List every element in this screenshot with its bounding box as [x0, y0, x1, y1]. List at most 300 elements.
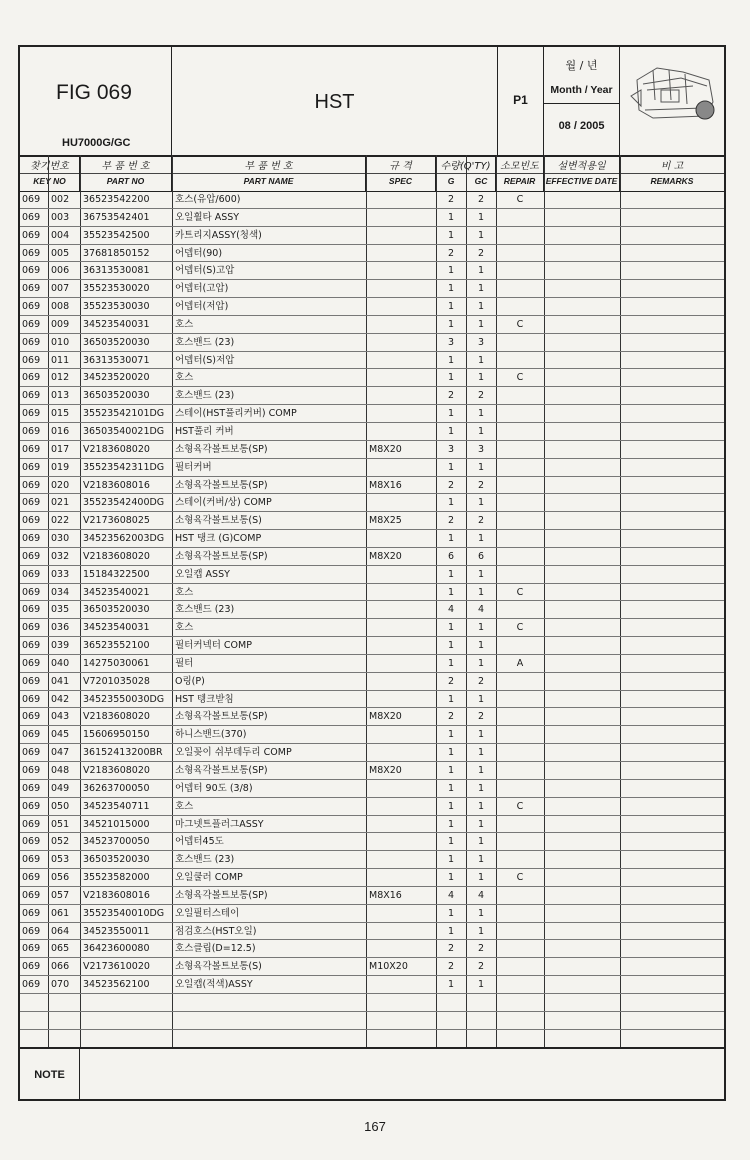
cell-name: 호스: [175, 586, 194, 598]
cell-key: 056: [51, 872, 70, 884]
table-row: [20, 869, 724, 887]
section-title: HST: [314, 91, 355, 113]
cell-gc: 2: [477, 479, 485, 491]
cell-name: 소형육각볼트보통(SP): [175, 765, 268, 776]
cell-repair: A: [516, 657, 524, 669]
cell-key: 009: [51, 318, 70, 330]
cell-fig: 069: [22, 354, 41, 366]
cell-fig: 069: [22, 372, 41, 384]
cell-part: 36503520030: [83, 390, 150, 402]
cell-name: 점검호스(HST오일): [175, 925, 257, 937]
cell-key: 035: [51, 604, 70, 616]
cell-name: 오일꽂이 쉬부데두리 COMP: [175, 747, 292, 759]
table-row: [20, 459, 724, 477]
cell-name: 마그넷트플러그ASSY: [175, 818, 264, 830]
cell-part: 34521015000: [83, 818, 150, 830]
cell-spec: [369, 584, 435, 601]
cell-g: 2: [447, 194, 455, 205]
cell-spec: M10X20: [369, 961, 408, 973]
cell-name: 호스: [175, 622, 194, 634]
cell-gc: 2: [477, 675, 485, 687]
cell-spec: [369, 209, 435, 226]
cell-fig: 069: [22, 479, 41, 491]
cell-part: 34523562003DG: [83, 533, 165, 545]
table-row: [20, 923, 724, 941]
cell-name: 호스밴드 (23): [175, 854, 235, 866]
parts-table-body: [20, 191, 724, 1048]
cell-name: 필터: [175, 657, 194, 669]
cell-gc: 1: [477, 211, 485, 223]
cell-key: 004: [51, 229, 70, 241]
column-header: [20, 155, 724, 192]
cell-fig: 069: [22, 550, 41, 562]
table-row: [20, 762, 724, 780]
month-year-cell: [544, 47, 620, 155]
table-row: [20, 262, 724, 280]
cell-g: 4: [447, 604, 455, 616]
cell-fig: 069: [22, 872, 41, 884]
cell-spec: [369, 280, 435, 297]
cell-repair: [496, 298, 544, 315]
cell-part: 34523540711: [83, 800, 150, 812]
cell-spec: [369, 976, 435, 993]
cell-key: 047: [51, 747, 70, 759]
month-year-en: Month / Year: [550, 84, 613, 96]
cell-repair: [496, 387, 544, 404]
cell-repair: [496, 352, 544, 369]
cell-gc: 1: [477, 622, 485, 634]
table-row: [20, 976, 724, 994]
cell-key: 006: [51, 265, 70, 277]
cell-repair: [496, 923, 544, 940]
cell-fig: 069: [22, 318, 41, 330]
cell-fig: 069: [22, 747, 41, 759]
cell-repair: C: [516, 372, 524, 384]
cell-key: 045: [51, 729, 70, 741]
cell-part: 36313530081: [83, 265, 150, 277]
cell-g: 1: [447, 354, 455, 366]
col-qty-ko: 수량(Q'TY): [440, 161, 491, 172]
cell-g: 1: [447, 461, 455, 473]
cell-gc: 2: [477, 194, 485, 205]
cell-part: 36152413200BR: [83, 747, 163, 759]
cell-g: 2: [447, 390, 455, 402]
cell-g: 1: [447, 872, 455, 884]
cell-g: 1: [447, 907, 455, 919]
table-row: [20, 369, 724, 387]
cell-gc: 1: [477, 818, 485, 830]
cell-gc: 1: [477, 782, 485, 794]
cell-g: 1: [447, 622, 455, 634]
cell-g: 6: [447, 550, 455, 562]
cell-fig: 069: [22, 657, 41, 669]
cell-g: 2: [447, 515, 455, 527]
cell-spec: [369, 262, 435, 279]
cell-part: 36503520030: [83, 604, 150, 616]
cell-gc: 1: [477, 836, 485, 848]
table-row: [20, 298, 724, 316]
cell-key: 005: [51, 247, 70, 259]
cell-g: 1: [447, 925, 455, 937]
table-row: [20, 566, 724, 584]
table-row: [20, 280, 724, 298]
cell-g: 2: [447, 943, 455, 955]
cell-g: 2: [447, 961, 455, 973]
cell-g: 1: [447, 372, 455, 384]
cell-fig: 069: [22, 979, 41, 991]
cell-key: 008: [51, 301, 70, 313]
cell-key: 033: [51, 568, 70, 580]
cell-key: 013: [51, 390, 70, 402]
col-rem-en: REMARKS: [650, 176, 694, 186]
table-row: [20, 655, 724, 673]
table-row: [20, 245, 724, 263]
machine-illustration-cell: [620, 47, 724, 155]
cell-part: 34523540021: [83, 586, 150, 598]
cell-g: 1: [447, 586, 455, 598]
col-spec-en: SPEC: [388, 176, 413, 186]
table-row: [20, 441, 724, 459]
table-row: [20, 1012, 724, 1030]
cell-part: 34523540031: [83, 318, 150, 330]
col-part-en: PART NO: [106, 176, 145, 186]
cell-g: 1: [447, 836, 455, 848]
cell-g: 2: [447, 247, 455, 259]
cell-fig: 069: [22, 533, 41, 545]
col-part-ko: 부 품 번 호: [101, 161, 150, 172]
cell-key: 022: [51, 515, 70, 527]
cell-fig: 069: [22, 604, 41, 616]
cell-fig: 069: [22, 336, 41, 348]
cell-key: 065: [51, 943, 70, 955]
cell-repair: [496, 334, 544, 351]
cell-name: 소형육각볼트보통(SP): [175, 889, 268, 901]
cell-key: 049: [51, 782, 70, 794]
cell-key: 010: [51, 336, 70, 348]
cell-repair: [496, 262, 544, 279]
table-row: [20, 691, 724, 709]
cell-gc: 1: [477, 533, 485, 545]
page-cell: [498, 47, 544, 155]
cell-g: 1: [447, 657, 455, 669]
col-eff-en: EFFECTIVE DATE: [545, 176, 618, 186]
cell-part: V2183608016: [83, 889, 150, 901]
cell-g: 2: [447, 711, 455, 723]
cell-part: 37681850152: [83, 247, 150, 259]
cell-part: 35523582000: [83, 872, 150, 884]
cell-name: 호스밴드 (23): [175, 336, 235, 348]
cell-spec: [369, 726, 435, 743]
cell-gc: 1: [477, 408, 485, 420]
cell-part: 35523542500: [83, 229, 150, 241]
table-row: [20, 887, 724, 905]
cell-part: 36523542200: [83, 194, 150, 205]
cell-name: 어뎁터(S)고압: [175, 265, 235, 277]
cell-part: 35523542101DG: [83, 408, 165, 420]
cell-spec: [369, 369, 435, 386]
cell-name: 소형육각볼트보통(S): [175, 515, 262, 527]
cell-gc: 1: [477, 693, 485, 705]
table-row: [20, 940, 724, 958]
cell-repair: [496, 209, 544, 226]
cell-repair: [496, 905, 544, 922]
cell-key: 053: [51, 854, 70, 866]
cell-gc: 1: [477, 497, 485, 509]
col-key-ko: 찾기번호: [30, 161, 69, 172]
table-row: [20, 851, 724, 869]
cell-name: 소형육각볼트보통(S): [175, 961, 262, 973]
cell-gc: 1: [477, 640, 485, 652]
cell-g: 1: [447, 782, 455, 794]
cell-spec: [369, 833, 435, 850]
cell-g: 3: [447, 443, 455, 455]
cell-repair: [496, 227, 544, 244]
cell-key: 032: [51, 550, 70, 562]
cell-name: 오일쿨러 COMP: [175, 872, 243, 884]
cell-gc: 1: [477, 586, 485, 598]
cell-spec: M8X20: [369, 711, 402, 723]
cell-g: 1: [447, 229, 455, 241]
cell-gc: 1: [477, 229, 485, 241]
cell-key: 016: [51, 425, 70, 437]
cell-g: 1: [447, 318, 455, 330]
cell-spec: [369, 637, 435, 654]
cell-g: 3: [447, 336, 455, 348]
cell-key: 050: [51, 800, 70, 812]
cell-fig: 069: [22, 194, 41, 205]
cell-fig: 069: [22, 800, 41, 812]
model-name: HU7000G/GC: [62, 137, 131, 149]
cell-gc: 6: [477, 550, 485, 562]
cell-key: 052: [51, 836, 70, 848]
cell-name: 어뎁터(고압): [175, 283, 229, 295]
cell-fig: 069: [22, 907, 41, 919]
cell-repair: [496, 976, 544, 993]
cell-part: V2183608016: [83, 479, 150, 491]
cell-part: 34523520020: [83, 372, 150, 384]
col-qty-gc: GC: [474, 176, 488, 186]
cell-gc: 1: [477, 907, 485, 919]
cell-g: 1: [447, 765, 455, 776]
cell-gc: 2: [477, 515, 485, 527]
fig-number: FIG 069: [56, 81, 132, 104]
cell-name: 호스클립(D=12.5): [175, 943, 256, 955]
cell-key: 002: [51, 194, 70, 205]
cell-g: 1: [447, 729, 455, 741]
table-row: [20, 708, 724, 726]
col-repair-ko: 소모빈도: [500, 161, 539, 172]
cell-part: V2183608020: [83, 765, 150, 776]
table-row: [20, 584, 724, 602]
cell-part: 36503520030: [83, 854, 150, 866]
cell-g: 1: [447, 854, 455, 866]
table-row: [20, 994, 724, 1012]
table-row: [20, 798, 724, 816]
cell-name: 하니스밴드(370): [175, 729, 247, 741]
cell-g: 1: [447, 497, 455, 509]
cell-repair: [496, 691, 544, 708]
table-row: [20, 637, 724, 655]
cell-spec: [369, 601, 435, 618]
cell-name: 필터커버: [175, 461, 212, 473]
cell-part: V2173610020: [83, 961, 150, 973]
cell-part: V2183608020: [83, 550, 150, 562]
cell-fig: 069: [22, 711, 41, 723]
cell-key: 048: [51, 765, 70, 776]
cell-fig: 069: [22, 765, 41, 776]
cell-g: 1: [447, 818, 455, 830]
cell-part: 35523542311DG: [83, 461, 165, 473]
cell-part: 36423600080: [83, 943, 150, 955]
cell-spec: [369, 798, 435, 815]
cell-g: 1: [447, 693, 455, 705]
page-number: 167: [364, 1119, 386, 1134]
cell-key: 041: [51, 675, 70, 687]
issue-date: 08 / 2005: [558, 120, 605, 132]
cell-g: 2: [447, 675, 455, 687]
cell-spec: M8X20: [369, 765, 402, 776]
table-row: [20, 833, 724, 851]
col-eff-ko: 설변적용일: [557, 161, 606, 172]
col-rem-ko: 비 고: [660, 161, 684, 172]
cell-fig: 069: [22, 622, 41, 634]
cell-spec: [369, 673, 435, 690]
cell-repair: [496, 726, 544, 743]
col-name-ko: 부 품 번 호: [244, 161, 293, 172]
cell-spec: [369, 566, 435, 583]
cell-spec: M8X20: [369, 550, 402, 562]
cell-spec: [369, 494, 435, 511]
cell-fig: 069: [22, 390, 41, 402]
table-row: [20, 387, 724, 405]
cell-spec: [369, 298, 435, 315]
cell-part: 34523562100: [83, 979, 150, 991]
cell-part: 35523542400DG: [83, 497, 165, 509]
cell-repair: C: [516, 318, 524, 330]
cell-fig: 069: [22, 515, 41, 527]
cell-fig: 069: [22, 640, 41, 652]
cell-name: 호스: [175, 372, 194, 384]
cell-name: 소형육각볼트보통(SP): [175, 711, 268, 723]
cell-fig: 069: [22, 461, 41, 473]
cell-part: 15606950150: [83, 729, 150, 741]
cell-repair: [496, 423, 544, 440]
sheet-header: [20, 47, 724, 157]
table-row: [20, 1030, 724, 1048]
cell-key: 043: [51, 711, 70, 723]
cell-repair: [496, 637, 544, 654]
cell-name: 소형육각볼트보통(SP): [175, 550, 268, 562]
table-row: [20, 191, 724, 209]
cell-key: 007: [51, 283, 70, 295]
cell-gc: 2: [477, 711, 485, 723]
cell-g: 1: [447, 747, 455, 759]
table-row: [20, 512, 724, 530]
cell-gc: 3: [477, 443, 485, 455]
cell-gc: 1: [477, 854, 485, 866]
cell-key: 019: [51, 461, 70, 473]
cell-part: 36523552100: [83, 640, 150, 652]
cell-gc: 1: [477, 265, 485, 277]
col-qty-g: G: [447, 176, 455, 186]
cell-gc: 2: [477, 961, 485, 973]
cell-fig: 069: [22, 675, 41, 687]
cell-part: 34523700050: [83, 836, 150, 848]
cell-spec: [369, 245, 435, 262]
cell-fig: 069: [22, 693, 41, 705]
cell-name: 소형육각볼트보통(SP): [175, 479, 268, 491]
cell-key: 036: [51, 622, 70, 634]
cell-repair: C: [516, 800, 524, 812]
cell-repair: C: [516, 586, 524, 598]
table-row: [20, 958, 724, 976]
cell-spec: [369, 619, 435, 636]
cell-repair: [496, 762, 544, 779]
cell-repair: [496, 833, 544, 850]
combine-harvester-icon: [623, 50, 723, 150]
cell-repair: [496, 601, 544, 618]
cell-repair: [496, 673, 544, 690]
cell-part: 35523530030: [83, 301, 150, 313]
cell-part: 36753542401: [83, 211, 150, 223]
cell-fig: 069: [22, 854, 41, 866]
table-row: [20, 726, 724, 744]
cell-spec: M8X20: [369, 443, 402, 455]
cell-spec: [369, 744, 435, 761]
cell-gc: 1: [477, 372, 485, 384]
cell-gc: 2: [477, 247, 485, 259]
cell-key: 039: [51, 640, 70, 652]
table-row: [20, 494, 724, 512]
cell-part: V2183608020: [83, 443, 150, 455]
cell-name: 오일캡(적색)ASSY: [175, 979, 253, 991]
cell-gc: 1: [477, 729, 485, 741]
cell-part: 34523550030DG: [83, 693, 165, 705]
cell-fig: 069: [22, 889, 41, 901]
cell-repair: [496, 280, 544, 297]
cell-repair: [496, 780, 544, 797]
table-row: [20, 209, 724, 227]
table-row: [20, 744, 724, 762]
table-row: [20, 601, 724, 619]
cell-key: 011: [51, 354, 70, 366]
cell-spec: M8X25: [369, 515, 402, 527]
cell-part: 34523540031: [83, 622, 150, 634]
cell-fig: 069: [22, 265, 41, 277]
cell-gc: 1: [477, 925, 485, 937]
cell-spec: [369, 780, 435, 797]
cell-g: 1: [447, 301, 455, 313]
cell-key: 012: [51, 372, 70, 384]
cell-spec: [369, 530, 435, 547]
cell-repair: [496, 405, 544, 422]
cell-repair: [496, 816, 544, 833]
cell-gc: 1: [477, 568, 485, 580]
cell-fig: 069: [22, 301, 41, 313]
cell-gc: 1: [477, 354, 485, 366]
cell-repair: [496, 887, 544, 904]
cell-name: 어뎁터(S)저압: [175, 354, 235, 366]
cell-name: HST 탱크 (G)COMP: [175, 533, 262, 545]
cell-key: 042: [51, 693, 70, 705]
cell-name: 스테이(HST풀리커버) COMP: [175, 408, 297, 420]
cell-key: 020: [51, 479, 70, 491]
table-row: [20, 227, 724, 245]
table-row: [20, 405, 724, 423]
cell-repair: [496, 851, 544, 868]
col-key-en: KEY NO: [33, 176, 66, 186]
cell-repair: [496, 548, 544, 565]
